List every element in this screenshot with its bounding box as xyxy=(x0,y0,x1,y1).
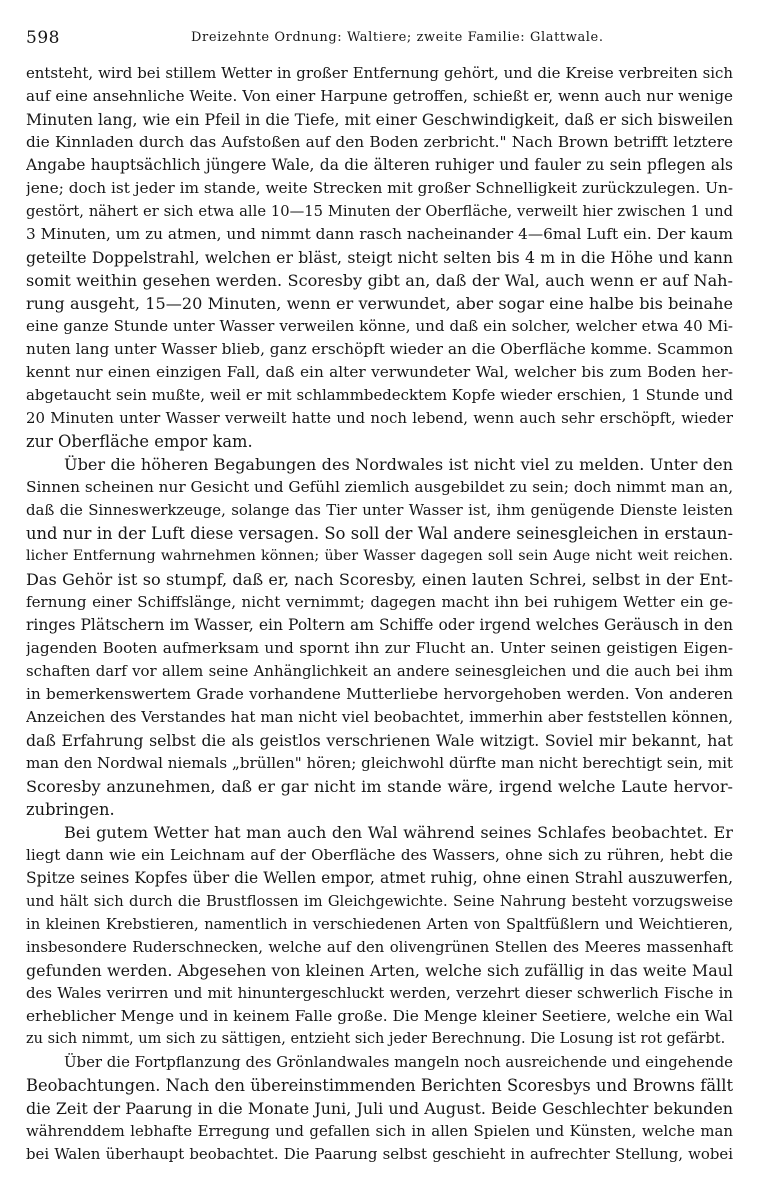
text-line: ringes Plätschern im Wasser, ein Poltern am Schiffe oder irgend welches Geräusch in den xyxy=(26,616,733,634)
text-line: und nur in der Luft diese versagen. So soll der Wal andere seinesgleichen in erstaun- xyxy=(26,524,733,543)
text-line: zubringen. xyxy=(26,800,115,819)
text-line: nuten lang unter Wasser blieb, ganz erschöpft wieder an die Oberfläche komme. Scammon xyxy=(26,340,733,358)
paragraph xyxy=(26,453,733,821)
running-head: Dreizehnte Ordnung: Waltiere; zweite Familie: Glattwale. xyxy=(191,30,604,45)
text-line: daß Erfahrung selbst die als geistlos verschrienen Wale witzigt. Soviel mir bekannt, hat xyxy=(26,731,733,750)
text-line: 20 Minuten unter Wasser verweilt hatte und noch lebend, wenn auch sehr erschöpft, wieder xyxy=(26,409,733,427)
paragraph xyxy=(26,821,733,1051)
text-line: Anzeichen des Verstandes hat man nicht viel beobachtet, immerhin aber feststellen können, xyxy=(26,708,733,726)
text-line: Das Gehör ist so stumpf, daß er, nach Scoresby, einen lauten Schrei, selbst in der Ent- xyxy=(26,570,733,589)
text-line: abgetaucht sein mußte, weil er mit schlammbedecktem Kopfe wieder erschien, 1 Stunde und xyxy=(26,386,733,404)
text-line: jene; doch ist jeder im stande, weite Strecken mit großer Schnelligkeit zurückzulegen. Un- xyxy=(26,179,733,197)
text-line: somit weithin gesehen werden. Scoresby gibt an, daß der Wal, auch wenn er auf Nah- xyxy=(26,271,733,290)
text-line: in bemerkenswertem Grade vorhandene Mutterliebe hervorgehoben werden. Von anderen xyxy=(26,685,733,703)
text-line: zu sich nimmt, um sich zu sättigen, entzieht sich jeder Berechnung. Die Losung ist rot gefärbt. xyxy=(26,1031,726,1047)
page-header xyxy=(26,26,733,54)
text-line: erheblicher Menge und in keinem Falle große. Die Menge kleiner Seetiere, welche ein Wal xyxy=(26,1007,733,1025)
text-line: bei Walen überhaupt beobachtet. Die Paarung selbst geschieht in aufrechter Stellung, wobei xyxy=(26,1145,733,1163)
text-line: gestört, nähert er sich etwa alle 10—15 Minuten der Oberfläche, verweilt hier zwischen 1 und xyxy=(26,203,733,220)
text-line: man den Nordwal niemals „brüllen" hören; gleichwohl dürfte man nicht berechtigt sein, mit xyxy=(26,754,733,772)
text-line: liegt dann wie ein Leichnam auf der Oberfläche des Wassers, ohne sich zu rühren, hebt die xyxy=(26,846,733,864)
text-line: Über die Fortpflanzung des Grönlandwales mangeln noch ausreichende und eingehende xyxy=(64,1053,733,1071)
text-line: und hält sich durch die Brustflossen im Gleichgewichte. Seine Nahrung besteht vorzugsweise xyxy=(26,893,733,910)
text-line: fernung einer Schiffslänge, nicht vernimmt; dagegen macht ihn bei ruhigem Wetter ein ge- xyxy=(26,593,733,611)
text-line: Sinnen scheinen nur Gesicht und Gefühl ziemlich ausgebildet zu sein; doch nimmt man an, xyxy=(26,478,733,496)
text-line: die Zeit der Paarung in die Monate Juni, Juli und August. Beide Geschlechter bekunden xyxy=(26,1099,733,1118)
text-line: gefunden werden. Abgesehen von kleinen Arten, welche sich zufällig in das weite Maul xyxy=(26,961,733,980)
text-line: Minuten lang, wie ein Pfeil in die Tiefe, mit einer Geschwindigkeit, daß er sich bisweilen xyxy=(26,110,733,129)
text-line: Über die höheren Begabungen des Nordwales ist nicht viel zu melden. Unter den xyxy=(64,455,733,474)
text-line: Scoresby anzunehmen, daß er gar nicht im stande wäre, irgend welche Laute hervor- xyxy=(26,777,733,796)
text-line: geteilte Doppelstrahl, welchen er bläst, steigt nicht selten bis 4 m in die Höhe und kann xyxy=(26,248,733,267)
text-line: die Kinnladen durch das Aufstoßen auf den Boden zerbricht." Nach Brown betrifft letztere xyxy=(26,133,733,151)
text-line: Bei gutem Wetter hat man auch den Wal während seines Schlafes beobachtet. Er xyxy=(64,823,733,842)
paragraph xyxy=(26,1051,733,1166)
text-line: des Wales verirren und mit hinuntergeschluckt werden, verzehrt dieser schwerlich Fische in xyxy=(26,984,733,1002)
text-line: jagenden Booten aufmerksam und spornt ihn zur Flucht an. Unter seinen geistigen Eigen- xyxy=(26,639,733,657)
text-line: rung ausgeht, 15—20 Minuten, wenn er verwundet, aber sogar eine halbe bis beinahe xyxy=(26,294,733,313)
text-line: schaften darf vor allem seine Anhänglichkeit an andere seinesgleichen und die auch bei ihm xyxy=(26,662,733,680)
page-number: 598 xyxy=(26,28,60,48)
text-line: kennt nur einen einzigen Fall, daß ein alter verwundeter Wal, welcher bis zum Boden her- xyxy=(26,363,733,381)
text-line: Angabe hauptsächlich jüngere Wale, da die älteren ruhiger und fauler zu sein pflegen als xyxy=(26,156,733,174)
text-line: in kleinen Krebstieren, namentlich in verschiedenen Arten von Spaltfüßlern und Weichtieren, xyxy=(26,916,733,933)
text-line: eine ganze Stunde unter Wasser verweilen könne, und daß ein solcher, welcher etwa 40 Mi- xyxy=(26,317,733,335)
body-text xyxy=(26,62,733,1166)
text-line: zur Oberfläche empor kam. xyxy=(26,432,253,451)
text-line: licher Entfernung wahrnehmen können; über Wasser dagegen soll sein Auge nicht weit reichen. xyxy=(26,548,733,564)
text-line: auf eine ansehnliche Weite. Von einer Harpune getroffen, schießt er, wenn auch nur wenige xyxy=(26,87,733,105)
text-line: Spitze seines Kopfes über die Wellen empor, atmet ruhig, ohne einen Strahl auszuwerfen, xyxy=(26,869,733,887)
text-line: insbesondere Ruderschnecken, welche auf den olivengrünen Stellen des Meeres massenhaft xyxy=(26,938,733,956)
text-line: daß die Sinneswerkzeuge, solange das Tier unter Wasser ist, ihm genügende Dienste leisten xyxy=(26,501,733,519)
text-line: 3 Minuten, um zu atmen, und nimmt dann rasch nacheinander 4—6mal Luft ein. Der kaum xyxy=(26,225,733,243)
text-line: entsteht, wird bei stillem Wetter in großer Entfernung gehört, und die Kreise verbreiten sich xyxy=(26,64,733,82)
text-line: Beobachtungen. Nach den übereinstimmenden Berichten Scoresbys und Browns fällt xyxy=(26,1076,733,1095)
text-line: währenddem lebhafte Erregung und gefallen sich in allen Spielen und Künsten, welche man xyxy=(26,1122,733,1140)
paragraph xyxy=(26,62,733,453)
